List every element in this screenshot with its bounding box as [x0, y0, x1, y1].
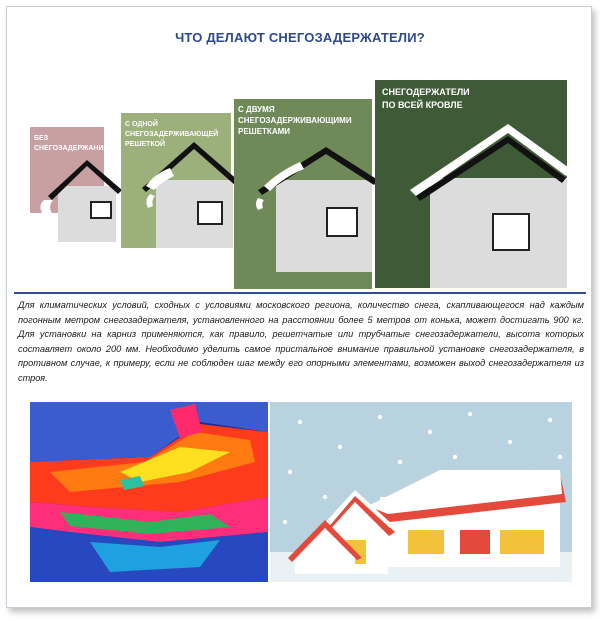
panel-2-label-line3: РЕШЕТКОЙ	[125, 141, 166, 148]
panel-two-retention-grids	[234, 99, 378, 289]
panel-4-label-line1: СНЕГОДЕРЖАТЕЛИ	[382, 87, 470, 97]
panel-3-label-line1: С ДВУМЯ	[238, 105, 275, 114]
panel-1-label-line2: СНЕГОЗАДЕРЖАНИЯ	[34, 145, 109, 152]
panel-2-label-line2: СНЕГОЗАДЕРЖИВАЮЩЕЙ	[125, 131, 219, 138]
snowy-house-illustration	[270, 402, 572, 582]
panel-3-label-line3: РЕШЕТКАМИ	[238, 127, 291, 136]
panel-no-snow-retention	[30, 127, 122, 242]
panel-4-label-line2: ПО ВСЕЙ КРОВЛЕ	[382, 100, 463, 110]
panel-3-label-line2: СНЕГОЗАДЕРЖИВАЮЩИМИ	[238, 116, 352, 125]
panel-one-retention-grid	[121, 113, 240, 248]
panel-1-label-line1: БЕЗ	[34, 135, 49, 142]
page-title: ЧТО ДЕЛАЮТ СНЕГОЗАДЕРЖАТЕЛИ?	[175, 30, 425, 45]
panel-full-roof-retention	[375, 80, 572, 288]
house-comparison-graphic	[0, 0, 600, 292]
thermal-image	[30, 402, 268, 582]
section-separator	[14, 292, 586, 294]
panel-2-label-line1: С ОДНОЙ	[125, 121, 158, 128]
description-paragraph: Для климатических условий, сходных с условиями московского региона, количество снега, скапливающегося над каждым погонным метром снегозадержателя, установленного на расстоянии более 5 метров от конька, может достигать 900 кг. Для установки на карниз применяются, как правило, решетчатые или трубчатые снегозадержатели, высота которых составляет около 200 мм. Необходимо уделить самое пристальное внимание правильной установке снегозадержателя, в противном случае, к примеру, если не соблюден шаг между его опорными элементами, возможен выход снегозадержателя из строя.	[18, 300, 584, 383]
